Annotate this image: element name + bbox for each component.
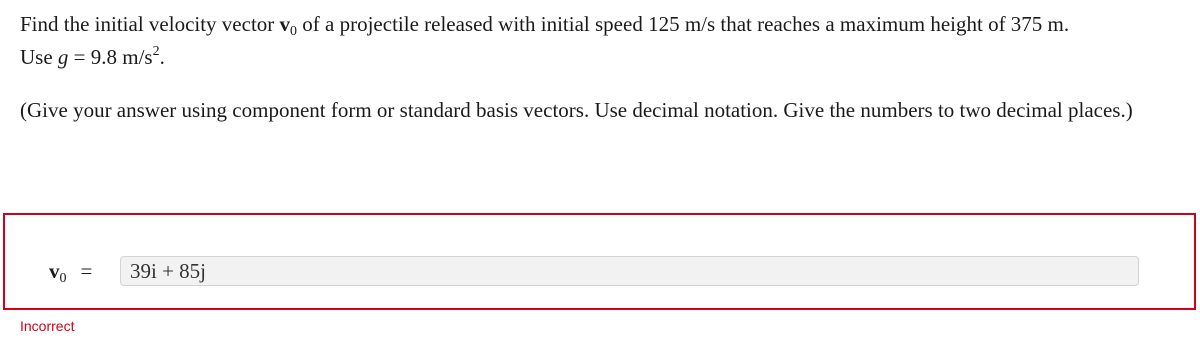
answer-vector-subscript: 0 bbox=[59, 271, 67, 286]
answer-box bbox=[3, 213, 1196, 310]
gravity-period: . bbox=[159, 45, 165, 69]
gravity-value: = 9.8 m/s bbox=[68, 45, 153, 69]
equals-sign: = bbox=[80, 259, 93, 283]
status-feedback: Incorrect bbox=[20, 318, 75, 334]
vector-symbol: v bbox=[279, 12, 291, 36]
question-text bbox=[20, 8, 1190, 127]
answer-vector-symbol: v bbox=[49, 259, 60, 283]
answer-input[interactable] bbox=[120, 256, 1139, 286]
gravity-text-start: Use bbox=[20, 45, 58, 69]
answer-label bbox=[49, 258, 92, 284]
answer-input-value: 39i + 85j bbox=[130, 259, 207, 283]
question-instructions: (Give your answer using component form or standard basis vectors. Use decimal notation. Give the numbers to two decimal places.) bbox=[20, 98, 1133, 122]
prompt-text-start: Find the initial velocity vector bbox=[20, 12, 280, 36]
vector-subscript: 0 bbox=[290, 24, 298, 39]
gravity-symbol: g bbox=[57, 45, 69, 69]
question-prompt bbox=[20, 8, 1190, 74]
gravity-exponent: 2 bbox=[152, 44, 160, 59]
prompt-text-end: of a projectile released with initial speed 125 m/s that reaches a maximum height of 375 m. bbox=[297, 12, 1070, 36]
